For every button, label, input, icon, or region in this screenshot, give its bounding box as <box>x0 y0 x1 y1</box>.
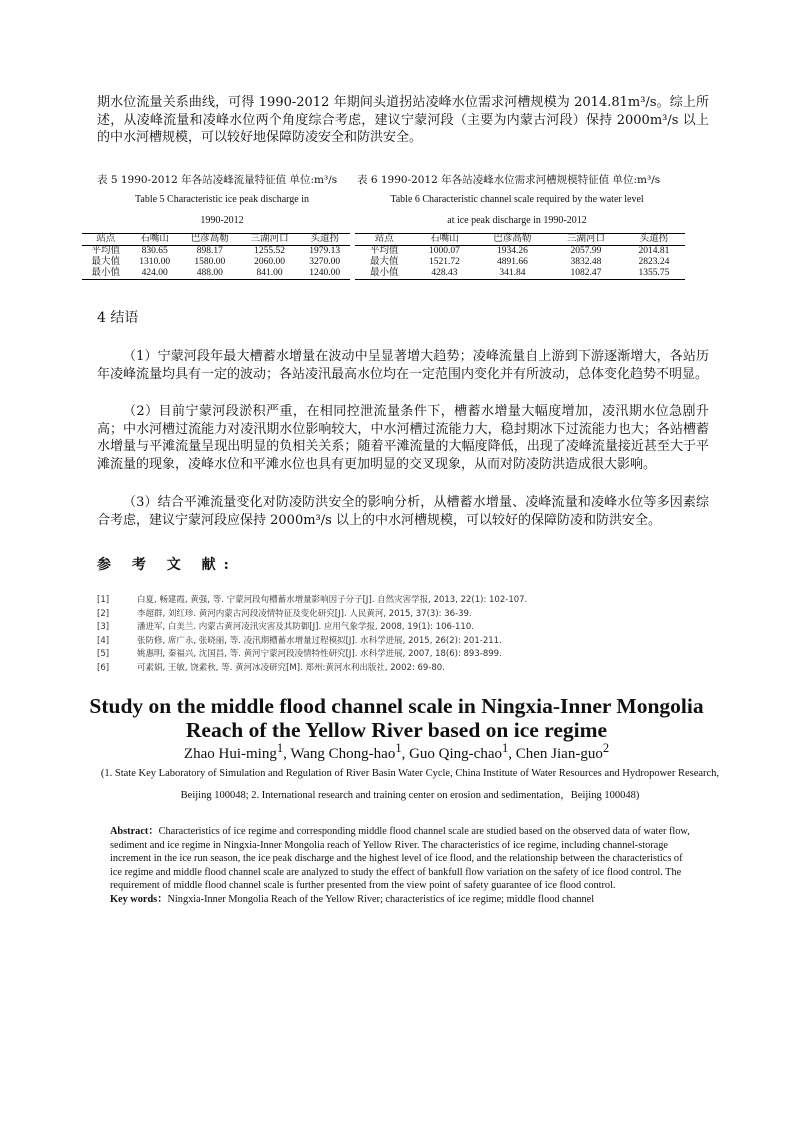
reference-text: 可素娟, 王敏, 饶素秋, 等. 黄河冰凌研究[M]. 郑州:黄河水利出版社, 2002: 69-80. <box>137 662 445 673</box>
table5-caption-en-line2: 1990-2012 <box>200 215 244 226</box>
conclusion-1: （1）宁蒙河段年最大槽蓄水增量在波动中呈显著增大趋势；凌峰流量自上游到下游逐渐增大，各站历年凌峰流量均具有一定的波动；各站凌汛最高水位均在一定范围内变化并有所波动，总体变化趋势不明显。 <box>97 349 709 382</box>
table-cell: 3270.00 <box>309 257 341 267</box>
table-cell: 841.00 <box>240 268 300 280</box>
table-cell: 最小值 <box>82 268 129 280</box>
table6-caption-en-line1: Table 6 Characteristic channel scale required by the water level <box>390 194 644 205</box>
table-cell: 341.84 <box>476 268 550 280</box>
abstract-label: Abstract： <box>110 826 159 837</box>
authors-line: Zhao Hui-ming$^1$, Wang Chong-hao$^1$, Guo Qing-chao$^1$, Chen Jian-guo$^2$ <box>183 741 610 762</box>
table6-header: 站点 <box>355 234 413 246</box>
reference-number: [3] <box>97 622 110 632</box>
conclusion-2: （2）目前宁蒙河段淤积严重，在相同控泄流量条件下，槽蓄水增量大幅度增加，凌汛期水位急剧升高；中水河槽过流能力对凌汛期水位影响较大，中水河槽过流能力大，稳封期冰下过流能力也大；各站槽蓄水增量与平滩流量呈现出明显的负相关关系；随着平滩流量的大幅度降低，出现了凌峰流量接近甚至大于平滩流量的现象，凌峰水位和平滩水位也具有更加明显的交叉现象，从而对防凌防洪造成很大影响。 <box>97 404 709 472</box>
reference-item <box>97 594 527 608</box>
table6-header: 巴彦高勒 <box>476 234 550 246</box>
reference-number: [4] <box>97 635 110 646</box>
reference-text: 姚惠明, 秦福兴, 沈国昌, 等. 黄河宁蒙河段凌情特性研究[J]. 水科学进展, 2007, 18(6): 893-899. <box>137 649 502 659</box>
table5-header: 石嘴山 <box>129 234 180 246</box>
author-affil-mark: 2 <box>602 741 610 755</box>
table-cell: 2057.99 <box>570 246 602 256</box>
table6-caption-en <box>352 189 682 231</box>
table-cell: 424.00 <box>129 268 180 280</box>
table-row <box>355 246 685 258</box>
table-cell: 1580.00 <box>194 257 226 267</box>
table-cell: 2060.00 <box>254 257 285 267</box>
intro-paragraph: 期水位流量关系曲线，可得 1990-2012 年期间头道拐站凌峰水位需求河槽规模为 2014.81m³/s。综上所述，从凌峰流量和凌峰水位两个角度综合考虑，建议宁蒙河段（主要为内蒙古河段）保持 2000m³/s 以上的中水河槽规模，可以较好地保障防凌安全和防洪安全。 <box>97 95 709 145</box>
table-cell: 1934.26 <box>496 246 528 256</box>
author-name: Zhao Hui-ming <box>183 746 277 762</box>
table-cell: 1082.47 <box>549 268 623 280</box>
reference-number: [1] <box>97 595 110 605</box>
abstract-block <box>110 825 696 906</box>
table-row <box>355 257 685 268</box>
reference-item <box>97 648 527 662</box>
reference-text: 张防修, 席广永, 张晓丽, 等. 凌汛期槽蓄水增量过程模拟[J]. 水科学进展, 2015, 26(2): 201-211. <box>137 635 502 646</box>
table-cell: 4891.66 <box>496 257 528 267</box>
table5-header: 巴彦高勒 <box>180 234 240 246</box>
author-affil-mark: 1 <box>276 741 284 755</box>
english-title-line2: Reach of the Yellow River based on ice regime <box>185 718 608 742</box>
table5-header: 三湖河口 <box>240 234 300 246</box>
table6 <box>355 233 685 280</box>
table-cell: 1255.52 <box>254 246 285 256</box>
abstract-text: Characteristics of ice regime and corresponding middle flood channel scale are studied based on the observed data of water flow, sediment and ice regime in Ningxia-Inner Mongolia reach of Yellow River. The characteristics of ice regime, including channel-storage increment in the ice run season, the ice peak discharge and the highest level of ice flood, and the relationship between the characteristics of ice regime and middle flood channel scale are analyzed to study the effect of bankfull flow variation on the safety of ice flood control. The requirement of middle flood channel scale is further presented from the view point of safety guarantee of ice flood control. <box>110 826 690 891</box>
author-name: Chen Jian-guo <box>515 746 603 762</box>
table5 <box>82 233 350 280</box>
table-cell: 最大值 <box>91 257 120 267</box>
table-row <box>82 268 350 280</box>
table5-caption-en-line1: Table 5 Characteristic ice peak discharge in <box>134 194 310 205</box>
table-row <box>355 268 685 280</box>
table-cell: 最大值 <box>369 257 399 267</box>
reference-list <box>97 594 527 675</box>
reference-number: [5] <box>97 649 110 659</box>
table6-header: 头道拐 <box>623 234 685 246</box>
table-cell: 平均值 <box>369 246 399 256</box>
table-cell: 1000.07 <box>429 246 460 256</box>
author-affil-mark: 1 <box>395 741 402 755</box>
table6-caption-cn: 表 6 1990-2012 年各站凌峰水位需求河槽规模特征值 单位:m³/s <box>357 174 661 186</box>
reference-number: [6] <box>97 662 110 673</box>
conclusion-3: （3）结合平滩流量变化对防凌防洪安全的影响分析，从槽蓄水增量、凌峰流量和凌峰水位等多因素综合考虑，建议宁蒙河段应保持 2000m³/s 以上的中水河槽规模，可以较好的保障防凌和防洪安全。 <box>97 495 709 528</box>
table-cell: 1355.75 <box>623 268 685 280</box>
reference-item <box>97 621 527 635</box>
table-cell: 2823.24 <box>638 257 670 267</box>
table-cell: 最小值 <box>355 268 413 280</box>
table-cell: 1521.72 <box>429 257 460 267</box>
table-cell: 平均值 <box>91 246 120 256</box>
table5-caption-en <box>97 189 347 231</box>
reference-number: [2] <box>97 608 110 619</box>
author-name: Wang Chong-hao <box>290 746 396 762</box>
table5-header: 头道拐 <box>299 234 350 246</box>
english-title <box>60 694 733 742</box>
section-heading: 4 结语 <box>97 310 139 326</box>
table-cell: 2014.81 <box>638 246 670 256</box>
table-cell: 830.65 <box>141 246 168 256</box>
table-cell: 428.43 <box>413 268 475 280</box>
reference-item <box>97 662 527 676</box>
table5-caption-cn: 表 5 1990-2012 年各站凌峰流量特征值 单位:m³/s <box>97 174 338 186</box>
table-cell: 3832.48 <box>570 257 602 267</box>
table-cell: 898.17 <box>196 246 223 256</box>
affiliation: (1. State Key Laboratory of Simulation and Regulation of River Basin Water Cycle, China Institute of Water Resources and Hydropower Research, Beijing 100048; 2. International research and training center on erosion and sedimentation，Beijing 100048) <box>100 768 720 801</box>
table6-header: 石嘴山 <box>413 234 475 246</box>
table6-header: 三湖河口 <box>549 234 623 246</box>
table-cell: 1979.13 <box>309 246 341 256</box>
table-row <box>82 246 350 258</box>
table6-caption-en-line2: at ice peak discharge in 1990-2012 <box>447 215 587 226</box>
reference-item <box>97 635 527 649</box>
author-name: Guo Qing-chao <box>409 746 502 762</box>
english-title-line1: Study on the middle flood channel scale in Ningxia-Inner Mongolia <box>89 694 704 718</box>
reference-item <box>97 608 527 622</box>
reference-text: 白夏, 畅建霞, 黄强, 等. 宁蒙河段旬槽蓄水增量影响因子分子[J]. 自然灾害学报, 2013, 22(1): 102-107. <box>137 595 528 605</box>
table-cell: 1310.00 <box>139 257 171 267</box>
table5-header: 站点 <box>82 234 129 246</box>
keywords-label: Key words： <box>110 893 168 905</box>
reference-text: 潘进军, 白美兰. 内蒙古黄河凌汛灾害及其防御[J]. 应用气象学报, 2008, 19(1): 106-110. <box>137 622 474 632</box>
references-heading: 参 考 文 献: <box>97 557 237 573</box>
table-row <box>82 257 350 268</box>
author-affil-mark: 1 <box>502 741 509 755</box>
keywords-text: Ningxia-Inner Mongolia Reach of the Yellow River; characteristics of ice regime; middle flood channel <box>167 893 595 905</box>
reference-text: 李超群, 刘红珍. 黄河内蒙古河段凌情特征及变化研究[J]. 人民黄河, 2015, 37(3): 36-39. <box>137 608 472 619</box>
table-cell: 1240.00 <box>299 268 350 280</box>
table-cell: 488.00 <box>180 268 240 280</box>
